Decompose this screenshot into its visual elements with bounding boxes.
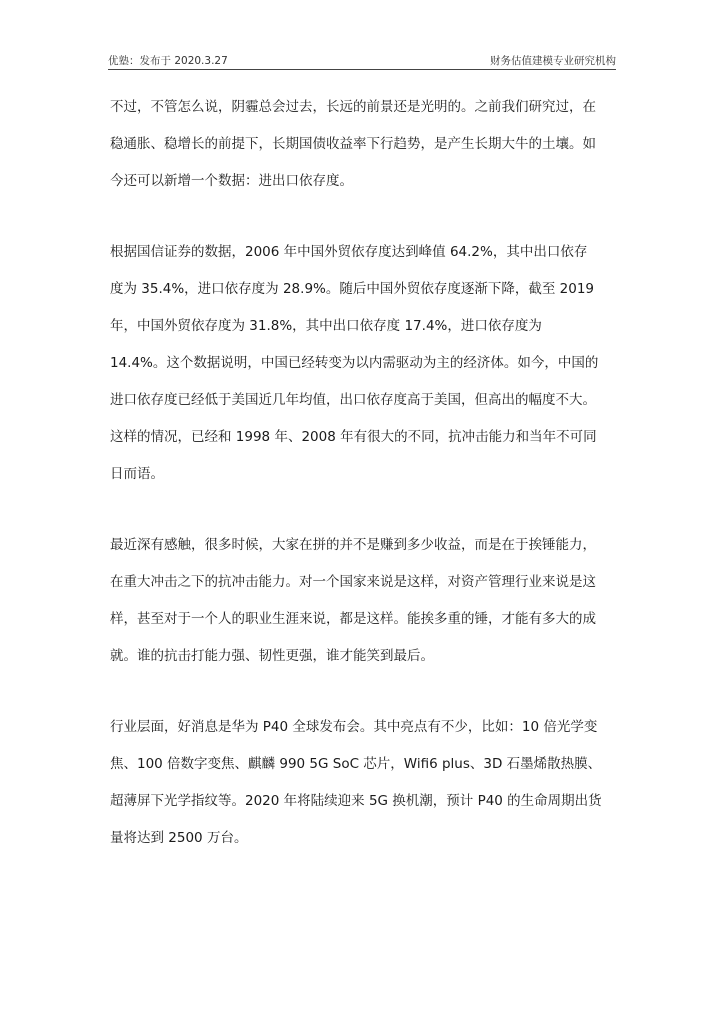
paragraph-line: 不过，不管怎么说，阴霾总会过去，长远的前景还是光明的。之前我们研究过，在: [110, 99, 596, 115]
paragraph-resilience: [110, 530, 616, 678]
paragraph-line: 稳通胀、稳增长的前提下，长期国债收益率下行趋势，是产生长期大牛的土壤。如: [110, 136, 596, 152]
paragraph-line: 今还可以新增一个数据：进出口依存度。: [110, 173, 353, 189]
paragraph-line: 进口依存度已经低于美国近几年均值，出口依存度高于美国，但高出的幅度不大。: [110, 392, 596, 408]
paragraph-line: 14.4%。这个数据说明，中国已经转变为以内需驱动为主的经济体。如今，中国的: [110, 355, 599, 371]
paragraph-industry: [110, 712, 616, 860]
paragraph-spacer: [110, 678, 616, 712]
document-body: [110, 92, 616, 860]
paragraph-outlook: [110, 92, 616, 203]
paragraph-line: 焦、100 倍数字变焦、麒麟 990 5G SoC 芯片，Wifi6 plus、3D 石墨烯散热膜、: [110, 756, 602, 772]
header-publish-info: 优塾：发布于 2020.3.27: [108, 55, 228, 67]
paragraph-line: 日而语。: [110, 466, 164, 482]
paragraph-line: 根据国信证券的数据，2006 年中国外贸依存度达到峰值 64.2%，其中出口依存: [110, 244, 588, 260]
paragraph-line: 在重大冲击之下的抗冲击能力。对一个国家来说是这样，对资产管理行业来说是这: [110, 574, 596, 590]
paragraph-line: 超薄屏下光学指纹等。2020 年将陆续迎来 5G 换机潮，预计 P40 的生命周期出货: [110, 793, 602, 809]
paragraph-line: 度为 35.4%，进口依存度为 28.9%。随后中国外贸依存度逐渐下降，截至 2019: [110, 281, 595, 297]
paragraph-spacer: [110, 203, 616, 237]
paragraph-line: 年，中国外贸依存度为 31.8%，其中出口依存度 17.4%，进口依存度为: [110, 318, 542, 334]
paragraph-spacer: [110, 496, 616, 530]
header-organization: 财务估值建模专业研究机构: [490, 55, 616, 67]
paragraph-trade-dependence: [110, 237, 616, 496]
paragraph-line: 行业层面，好消息是华为 P40 全球发布会。其中亮点有不少，比如：10 倍光学变: [110, 719, 598, 735]
header-divider: [108, 69, 616, 70]
paragraph-line: 样，甚至对于一个人的职业生涯来说，都是这样。能挨多重的锤，才能有多大的成: [110, 611, 596, 627]
paragraph-line: 这样的情况，已经和 1998 年、2008 年有很大的不同，抗冲击能力和当年不可同: [110, 429, 597, 445]
paragraph-line: 最近深有感触，很多时候，大家在拼的并不是赚到多少收益，而是在于挨锤能力，: [110, 537, 596, 553]
page-header: [108, 53, 616, 69]
paragraph-line: 量将达到 2500 万台。: [110, 830, 248, 846]
paragraph-line: 就。谁的抗击打能力强、韧性更强，谁才能笑到最后。: [110, 648, 434, 664]
